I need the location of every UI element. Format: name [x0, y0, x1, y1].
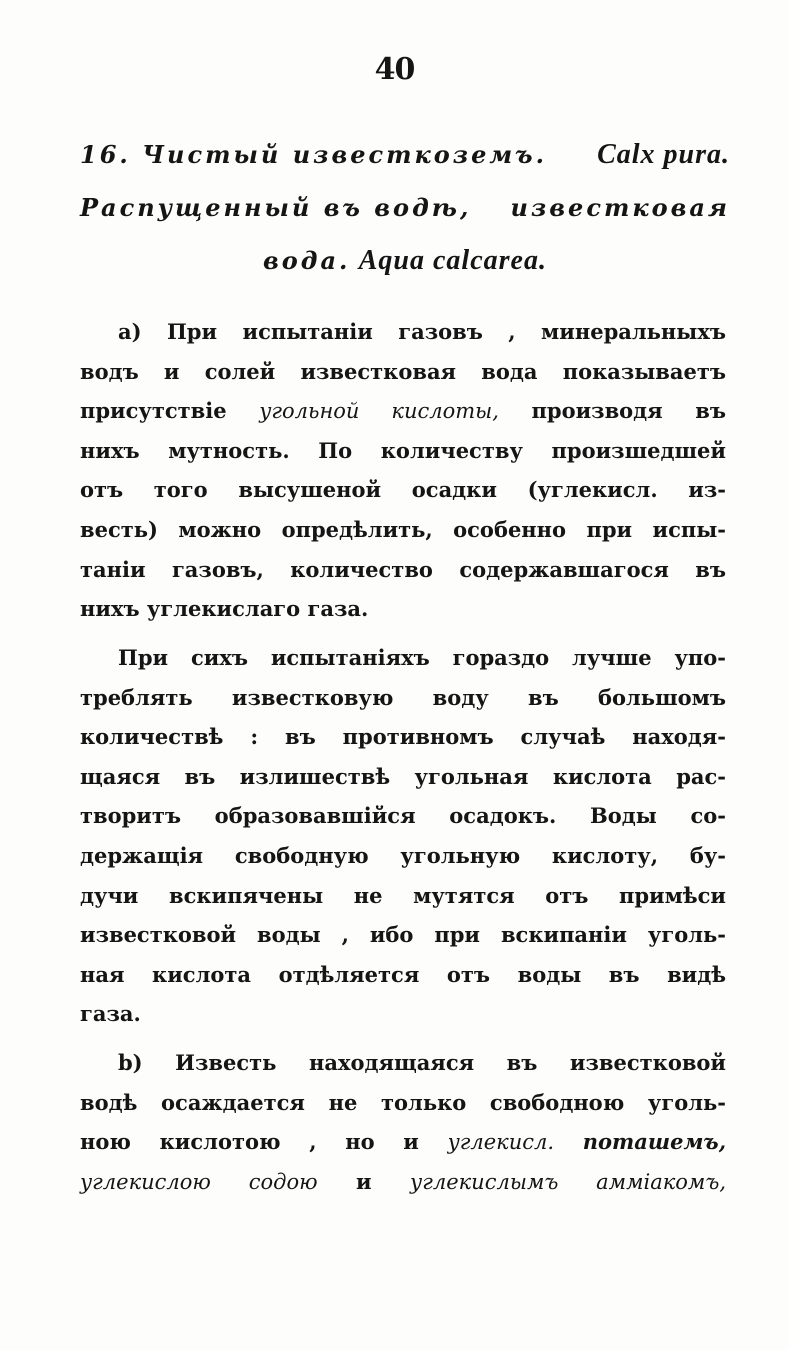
text-fragment: и [317, 1168, 411, 1194]
text-line [80, 1162, 726, 1202]
text-line: количествѣ : въ противномъ случаѣ находя- [80, 724, 726, 750]
text-fragment: присутствіе [80, 398, 260, 424]
subtitle-latin: Aqua calcarea. [358, 245, 547, 276]
text-line: держащія свободную угольную кислоту, бу- [80, 842, 726, 868]
text-line: таніи газовъ, количество содержавшагося въ [80, 556, 726, 582]
text-line [80, 1122, 726, 1162]
italic-term: углекисл. [447, 1130, 555, 1155]
section-heading-line-1 [80, 127, 730, 183]
subtitle-russian-part2: известковая [510, 193, 730, 222]
text-line: водѣ осаждается не только свободною уголь- [80, 1089, 726, 1115]
text-line: треблять известковую воду въ большомъ [80, 684, 726, 710]
text-line: творитъ образовавшійся осадокъ. Воды со- [80, 803, 726, 829]
text-line: водъ и солей известковая вода показываетъ [80, 358, 726, 384]
italic-term: угольной кислоты, [259, 399, 499, 424]
paragraph-a [80, 312, 726, 629]
text-line: отъ того высушеной осадки (углекисл. из- [80, 477, 726, 503]
paragraph-b [80, 638, 726, 1034]
subtitle-russian-part1: Распущенный въ водѣ, [80, 193, 472, 222]
text-line: При сихъ испытаніяхъ гораздо лучше упо- [118, 645, 726, 670]
section-title-russian: 16. Чистый известкоземъ. [80, 140, 547, 169]
italic-term: углекислою содою [80, 1169, 318, 1194]
text-line: щаяся въ излишествѣ угольная кислота рас- [80, 763, 726, 789]
text-line: a) При испытаніи газовъ , минеральныхъ [118, 319, 726, 344]
section-heading-line-2 [80, 180, 730, 236]
text-fragment: производя въ [498, 398, 726, 424]
text-line: газа. [80, 1001, 141, 1027]
section-title-latin: Calx pura. [597, 139, 730, 170]
subtitle-russian-part3: вода. [263, 246, 351, 275]
section-heading-line-3 [80, 233, 730, 289]
text-line: нихъ углекислаго газа. [80, 596, 369, 622]
text-line: весть) можно опредѣлить, особенно при испы- [80, 516, 726, 542]
paragraph-c [80, 1043, 726, 1201]
text-line: дучи вскипячены не мутятся отъ примѣси [80, 882, 726, 908]
italic-term: поташемъ, [582, 1129, 727, 1155]
text-line: нихъ мутность. По количеству произшедшей [80, 437, 726, 463]
page-number: 40 [374, 52, 415, 87]
text-line: b) Известь находящаяся въ известковой [118, 1050, 726, 1075]
text-line [80, 391, 726, 431]
text-fragment: ною кислотою , но и [80, 1129, 448, 1155]
text-line: ная кислота отдѣляется отъ воды въ видѣ [80, 961, 726, 987]
italic-term: углекислымъ амміакомъ, [410, 1169, 726, 1194]
text-line: известковой воды , ибо при вскипаніи уголь- [80, 922, 726, 948]
